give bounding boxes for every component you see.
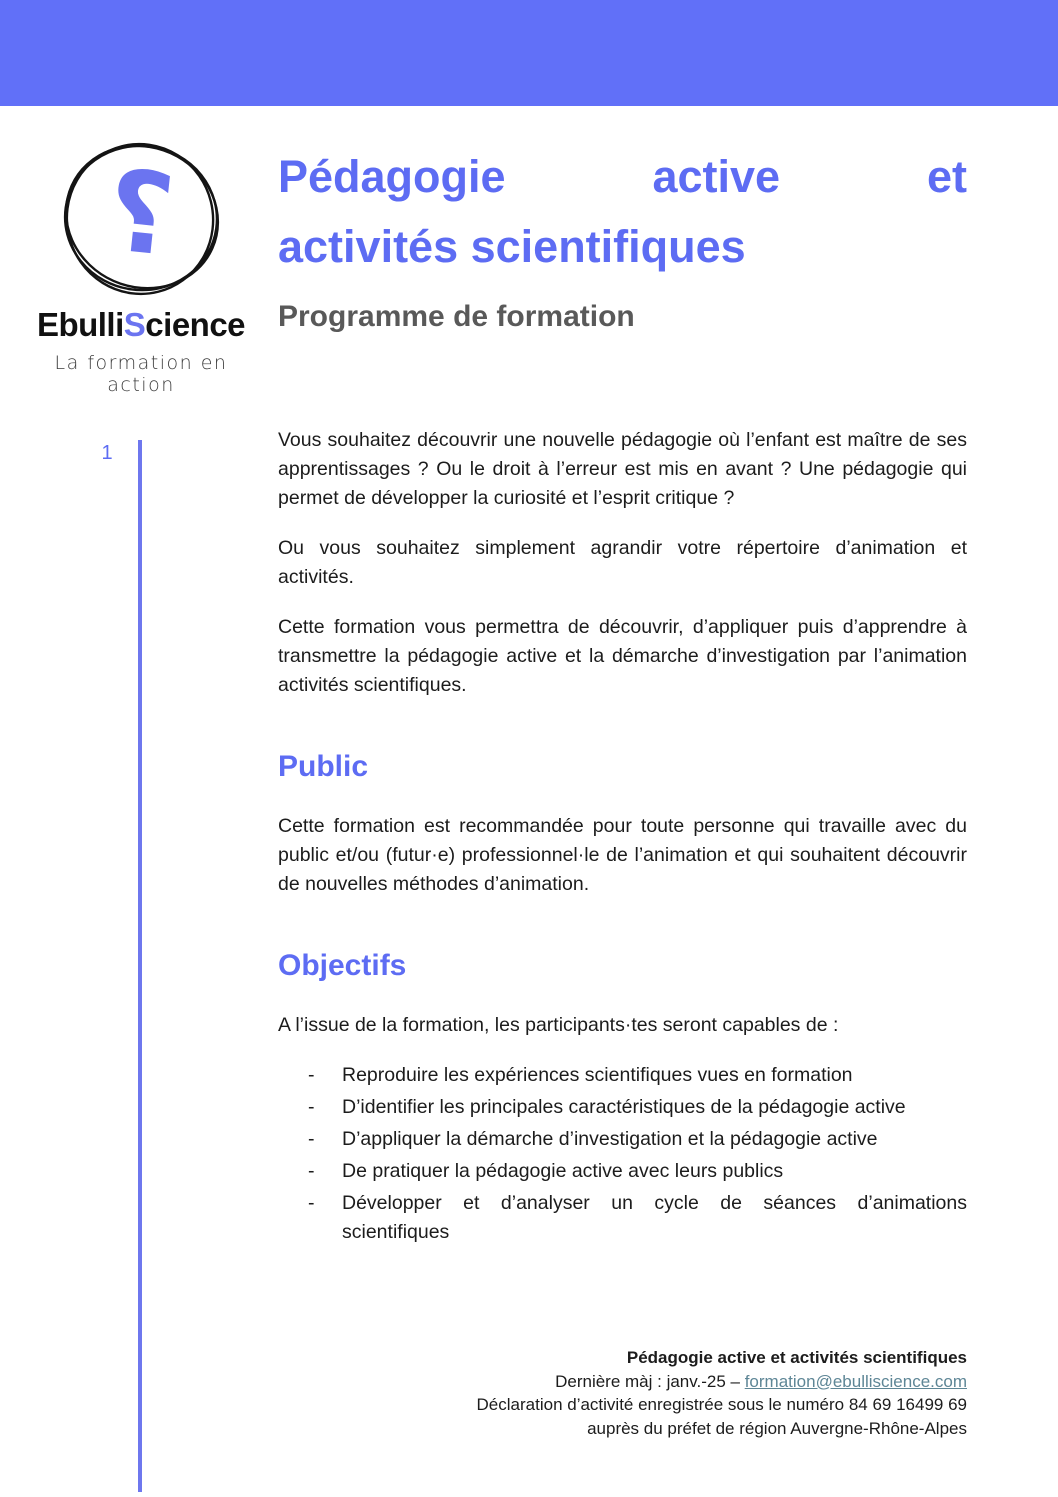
bullet-dash: - (308, 1192, 315, 1214)
footer-update-line (267, 1370, 967, 1394)
main-content (278, 426, 967, 1250)
footer-declaration: Déclaration d’activité enregistrée sous le numéro 84 69 16499 69 (476, 1395, 967, 1414)
section-heading-public: Public (278, 750, 369, 783)
title-word-1: Pédagogie (278, 151, 506, 202)
list-item (278, 1093, 967, 1122)
page-title-line2: activités scientifiques (278, 221, 746, 272)
bullet-dash: - (308, 1096, 315, 1118)
page-title-line1 (278, 146, 967, 208)
intro-paragraph-3: Cette formation vous permettra de découvrir, d’appliquer puis d’apprendre à transmettre la pédagogie active et la démarche d’investigation par l’animation activités scientifiques. (278, 616, 967, 696)
wordmark-prefix: Ebulli (36, 306, 124, 343)
bullet-dash: - (308, 1064, 315, 1086)
bullet-text: Reproduire les expériences scientifiques vues en formation (342, 1064, 853, 1086)
vertical-rule (138, 440, 142, 1492)
page-subtitle: Programme de formation (278, 300, 635, 333)
header (278, 146, 967, 334)
intro-paragraph-2: Ou vous souhaitez simplement agrandir votre répertoire d’animation et activités. (278, 537, 967, 588)
footer-update-prefix: Dernière màj : janv.-25 – (555, 1371, 745, 1391)
bullet-text: D’identifier les principales caractéristiques de la pédagogie active (342, 1096, 906, 1118)
bullet-dash: - (308, 1128, 315, 1150)
list-item (278, 1157, 967, 1186)
public-paragraph: Cette formation est recommandée pour toute personne qui travaille avec du public et/ou (futur·e) professionnel·le de l’animation et qui souhaitent découvrir de nouvelles méthodes d’animation. (278, 815, 967, 895)
footer-title: Pédagogie active et activités scientifiques (626, 1348, 967, 1367)
intro-paragraph-1: Vous souhaitez découvrir une nouvelle pédagogie où l’enfant est maître de ses apprentissages ? Ou le droit à l’erreur est mis en avant ? Une pédagogie qui permet de développer la curiosité et l’esprit critique ? (278, 429, 967, 509)
bullet-text: D’appliquer la démarche d’investigation et la pédagogie active (342, 1128, 878, 1150)
page-number: 1 (101, 442, 113, 464)
list-item (278, 1125, 967, 1154)
footer-prefecture: auprès du préfet de région Auvergne-Rhône-Alpes (587, 1418, 967, 1438)
logo-tagline: La formation en action (54, 352, 228, 396)
logo-wordmark (30, 306, 252, 344)
objectives-intro: A l’issue de la formation, les participants·tes seront capables de : (278, 1014, 839, 1036)
wordmark-accent: S (123, 306, 146, 343)
bullet-dash: - (308, 1160, 315, 1182)
question-mark-icon: ? (101, 145, 181, 283)
bullet-text: De pratiquer la pédagogie active avec leurs publics (342, 1160, 784, 1182)
bullet-text: Développer et d’analyser un cycle de séances d’animations scientifiques (342, 1192, 967, 1243)
logo (60, 138, 222, 298)
list-item (278, 1061, 967, 1090)
list-item (278, 1189, 967, 1247)
wordmark-suffix: cience (145, 306, 246, 343)
section-heading-objectifs: Objectifs (278, 949, 407, 982)
top-banner (0, 0, 1058, 106)
footer (267, 1346, 967, 1440)
email-link[interactable]: formation@ebulliscience.com (744, 1371, 967, 1391)
title-word-3: et (926, 151, 967, 202)
objectives-list (278, 1061, 967, 1247)
title-word-2: active (652, 151, 781, 202)
